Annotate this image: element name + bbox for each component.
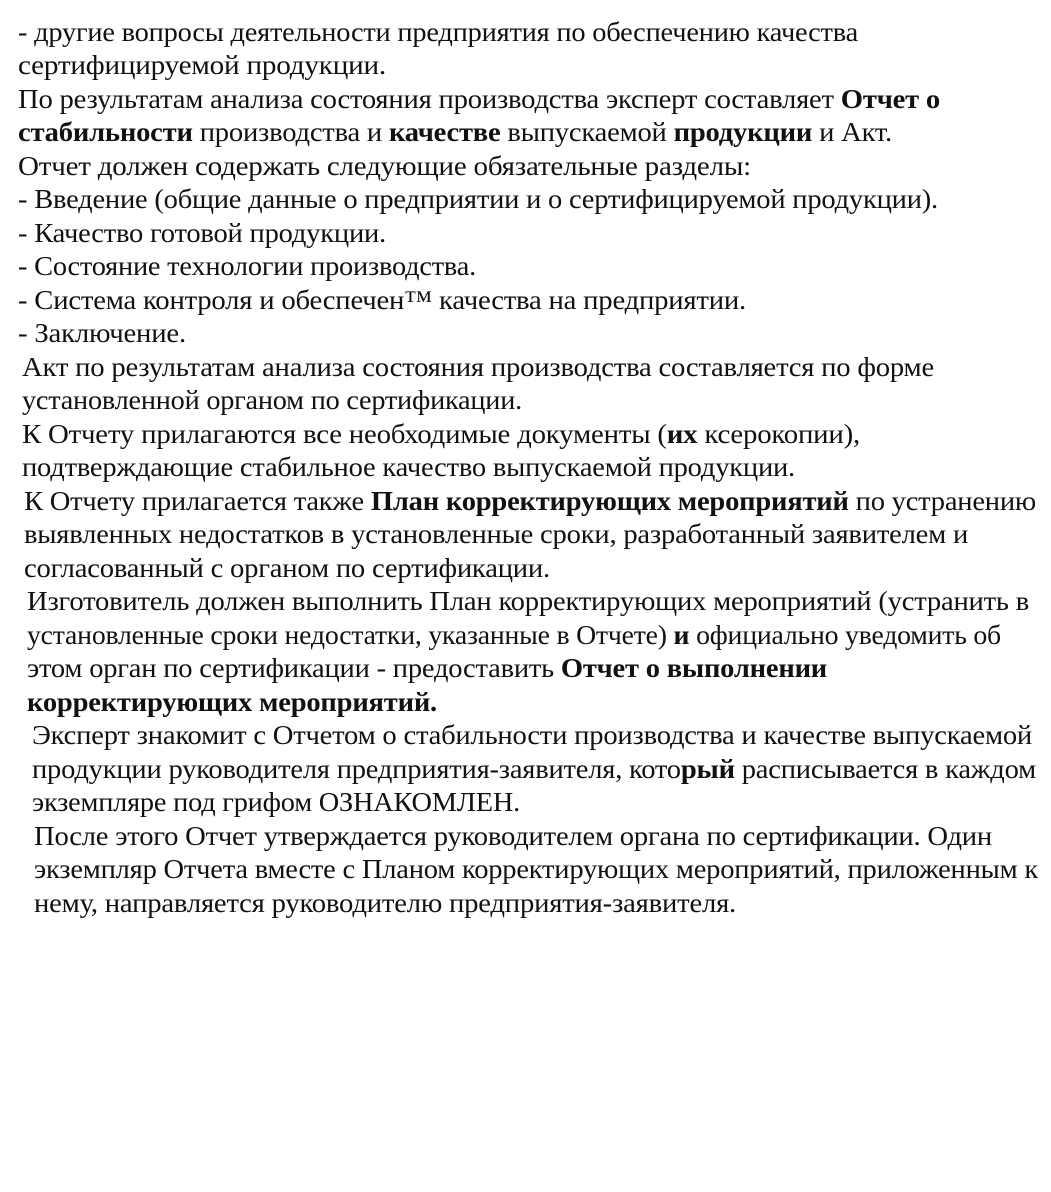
text-segment: подтверждающие стабильное качество выпускаемой продукции. [22,452,795,482]
text-line [34,853,1038,886]
text-segment: экземпляр Отчета вместе с Планом корректирующих мероприятий, приложенным к [34,854,1038,884]
bold-text: рый [680,754,735,784]
text-segment: нему, направляется руководителю предприятия-заявителя. [34,888,737,918]
bold-text: качестве [388,117,501,147]
text-segment: ксерокопии), [697,419,861,449]
text-segment: согласованный с органом по сертификации. [24,553,550,583]
text-segment: продукции руководителя предприятия-заявителя, кото [32,754,681,784]
text-segment: установленной органом по сертификации. [22,385,522,415]
text-line [27,619,1001,652]
text-line [18,49,386,82]
text-line [34,820,992,853]
text-segment: - Система контроля и обеспечен™ качества на предприятии. [18,285,747,315]
text-segment: по устранению [848,486,1036,516]
text-line [18,150,751,183]
text-segment: Изготовитель должен выполнить План корректирующих мероприятий (устранить в [27,586,1030,616]
text-segment: сертифицируемой продукции. [18,50,386,80]
text-segment: и Акт. [812,117,892,147]
text-line [32,719,1032,752]
text-line [18,116,892,149]
text-line [22,384,522,417]
text-segment: К Отчету прилагаются все необходимые документы ( [22,419,667,449]
bold-text: корректирующих мероприятий. [27,687,437,717]
bold-text: их [666,419,698,449]
text-segment: выявленных недостатков в установленные сроки, разработанный заявителем и [24,519,969,549]
text-segment: Акт по результатам анализа состояния производства составляется по форме [22,352,935,382]
text-line [22,351,934,384]
text-line [32,753,1036,786]
bold-text: продукции [673,117,813,147]
text-segment: установленные сроки недостатки, указанные в Отчете) [27,620,674,650]
text-line [18,250,476,283]
text-segment: Эксперт знакомит с Отчетом о стабильности производства и качестве выпускаемой [32,720,1033,750]
text-line [18,183,938,216]
text-line [18,284,746,317]
text-line [18,217,386,250]
text-line [18,83,940,116]
text-line [27,652,827,685]
text-segment: производства и [192,117,389,147]
text-line [24,518,968,551]
bold-text: Отчет о [840,84,941,114]
text-segment: - Состояние технологии производства. [18,251,477,281]
text-line [22,451,795,484]
text-line [34,887,736,920]
text-segment: расписывается в каждом [734,754,1036,784]
text-segment: Отчет должен содержать следующие обязательные разделы: [18,151,751,181]
text-segment: - другие вопросы деятельности предприятия по обеспечению качества [18,17,858,47]
text-line [27,585,1029,618]
text-line [24,552,550,585]
bold-text: стабильности [18,117,193,147]
bold-text: Отчет о выполнении [560,653,828,683]
text-line [18,16,858,49]
text-segment: - Заключение. [18,318,186,348]
text-segment: выпускаемой [500,117,674,147]
text-segment: этом орган по сертификации - предоставить [27,653,561,683]
text-segment: - Введение (общие данные о предприятии и о сертифицируемой продукции). [18,184,938,214]
text-segment: официально уведомить об [689,620,1001,650]
text-segment: экземпляре под грифом ОЗНАКОМЛЕН. [32,787,521,817]
text-segment: К Отчету прилагается также [24,486,371,516]
text-segment: После этого Отчет утверждается руководителем органа по сертификации. Один [34,821,993,851]
bold-text: и [673,620,690,650]
text-line [22,418,860,451]
text-line [24,485,1036,518]
text-line [27,686,437,719]
text-line [18,317,186,350]
text-segment: - Качество готовой продукции. [18,218,386,248]
bold-text: План корректирующих мероприятий [370,486,849,516]
text-segment: По результатам анализа состояния производства эксперт составляет [18,84,841,114]
text-line [32,786,520,819]
